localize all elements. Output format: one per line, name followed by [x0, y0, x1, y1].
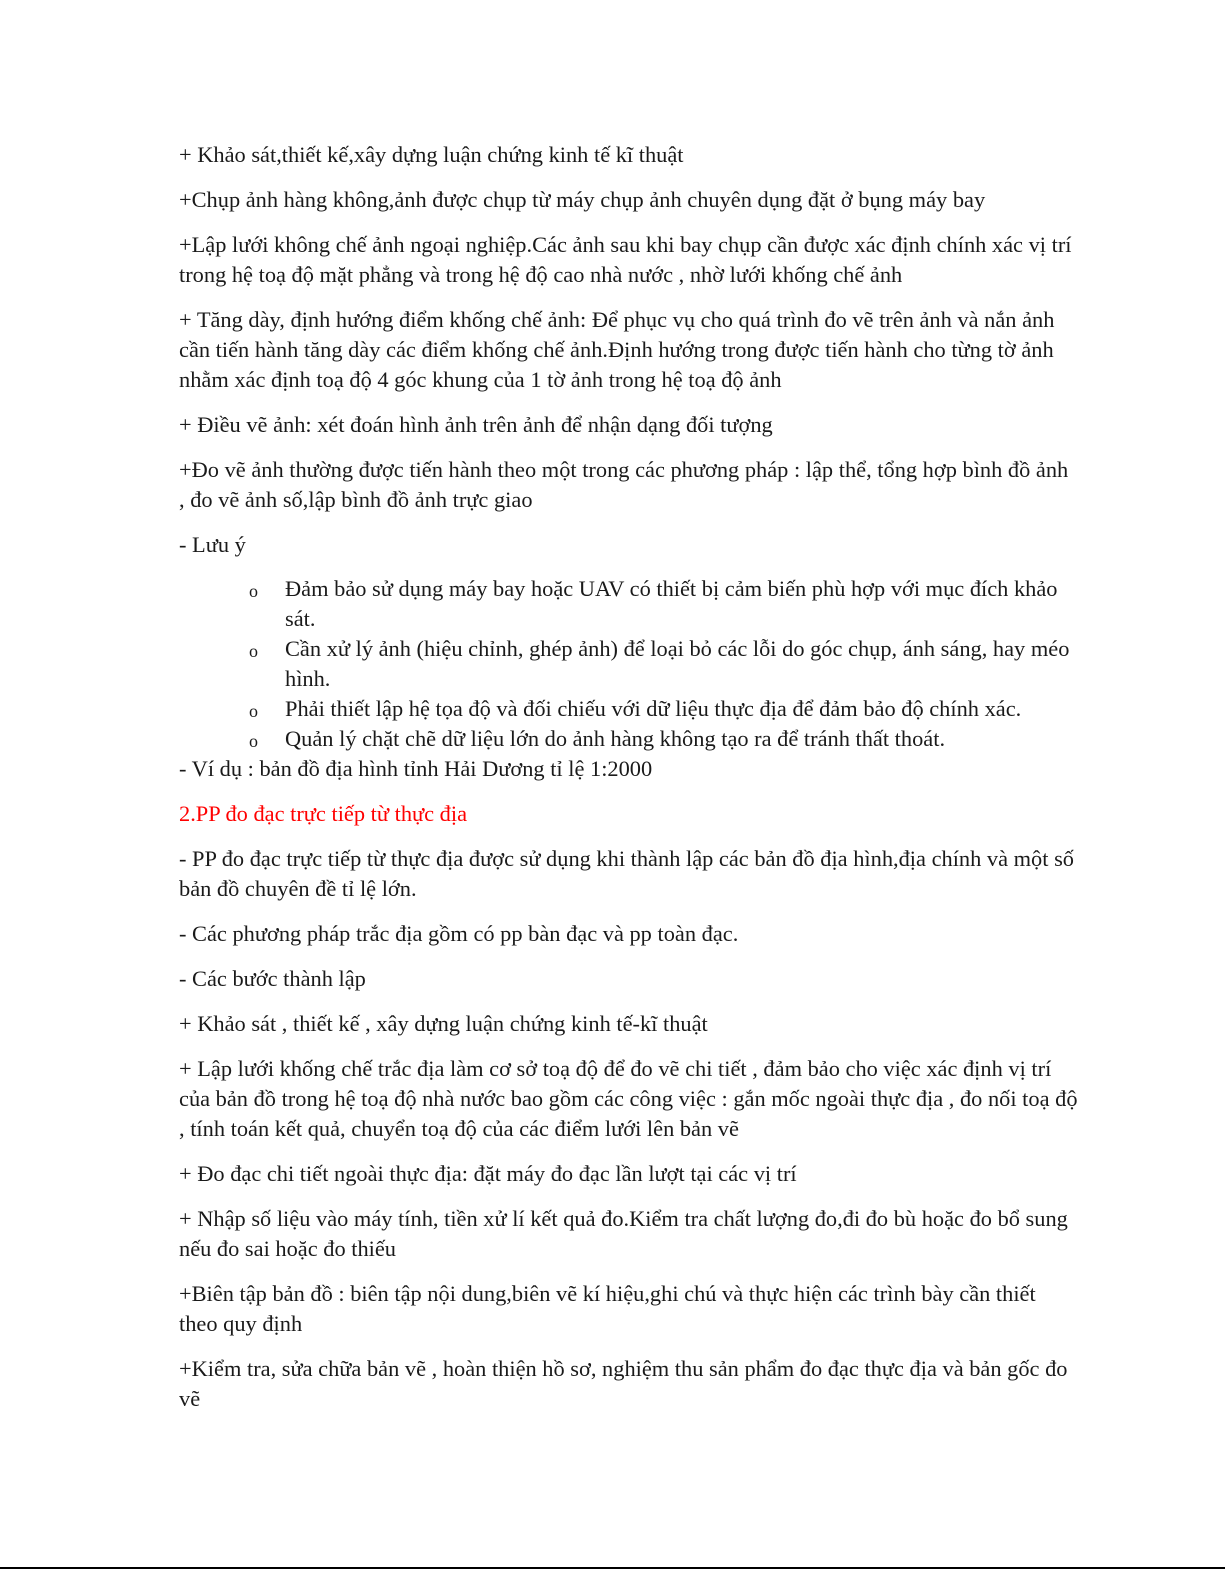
- paragraph-step-geodetic-network: + Lập lưới khống chế trắc địa làm cơ sở toạ độ để đo vẽ chi tiết , đảm bảo cho việc xác định vị trí của bản đồ trong hệ toạ độ nhà nước bao gồm các công việc : gắn mốc ngoài thực địa , đo nối toạ độ , tính toán kết quả, chuyển toạ độ của các điểm lưới lên bản vẽ: [179, 1056, 1078, 1141]
- paragraph-step-survey: + Khảo sát,thiết kế,xây dựng luận chứng kinh tế kĩ thuật: [179, 142, 684, 167]
- bullet-icon: o: [249, 731, 258, 751]
- note-text: Phải thiết lập hệ tọa độ và đối chiếu với dữ liệu thực địa để đảm bảo độ chính xác.: [285, 696, 1022, 721]
- note-text: Đảm bảo sử dụng máy bay hoặc UAV có thiết bị cảm biến phù hợp với mục đích khảo sát.: [285, 576, 1058, 631]
- paragraph-steps-label: - Các bước thành lập: [179, 966, 366, 991]
- paragraph-step-interpretation: + Điều vẽ ảnh: xét đoán hình ảnh trên ảnh để nhận dạng đối tượng: [179, 412, 773, 437]
- note-label: - Lưu ý: [179, 532, 246, 557]
- paragraph-step-aerial-photo: +Chụp ảnh hàng không,ảnh được chụp từ máy chụp ảnh chuyên dụng đặt ở bụng máy bay: [179, 187, 986, 212]
- example-text: - Ví dụ : bản đồ địa hình tỉnh Hải Dương tỉ lệ 1:2000: [179, 756, 653, 781]
- paragraph-step-control-network: +Lập lưới không chế ảnh ngoại nghiệp.Các ảnh sau khi bay chụp cần được xác định chính xác vị trí trong hệ toạ độ mặt phẳng và trong hệ độ cao nhà nước , nhờ lưới khống chế ảnh: [179, 232, 1072, 287]
- note-text: Quản lý chặt chẽ dữ liệu lớn do ảnh hàng không tạo ra để tránh thất thoát.: [285, 726, 946, 751]
- document-body: [179, 140, 1079, 1429]
- paragraph-step-densification: + Tăng dày, định hướng điểm khống chế ảnh: Để phục vụ cho quá trình đo vẽ trên ảnh và nắn ảnh cần tiến hành tăng dày các điểm khống chế ảnh.Định hướng trong được tiến hành cho từng tờ ảnh nhằm xác định toạ độ 4 góc khung của 1 tờ ảnh trong hệ toạ độ ảnh: [179, 307, 1055, 392]
- bullet-icon: o: [249, 641, 258, 661]
- paragraph-usage: - PP đo đạc trực tiếp từ thực địa được sử dụng khi thành lập các bản đồ địa hình,địa chính và một số bản đồ chuyên đề tỉ lệ lớn.: [179, 846, 1074, 901]
- paragraph-step-field-measure: + Đo đạc chi tiết ngoài thực địa: đặt máy đo đạc lần lượt tại các vị trí: [179, 1161, 797, 1186]
- bullet-icon: o: [249, 701, 258, 721]
- paragraph-step-survey-2: + Khảo sát , thiết kế , xây dựng luận chứng kinh tế-kĩ thuật: [179, 1011, 708, 1036]
- bullet-icon: o: [249, 581, 258, 601]
- paragraph-methods: - Các phương pháp trắc địa gồm có pp bàn đạc và pp toàn đạc.: [179, 921, 739, 946]
- list-item: [249, 694, 1079, 724]
- list-item: [249, 634, 1079, 694]
- section-heading: 2.PP đo đạc trực tiếp từ thực địa: [179, 801, 468, 826]
- page-bottom-divider: [0, 1567, 1225, 1569]
- note-text: Cần xử lý ảnh (hiệu chỉnh, ghép ảnh) để loại bỏ các lỗi do góc chụp, ánh sáng, hay méo hình.: [285, 636, 1070, 691]
- list-item: [249, 574, 1079, 634]
- paragraph-step-inspection: +Kiểm tra, sửa chữa bản vẽ , hoàn thiện hồ sơ, nghiệm thu sản phẩm đo đạc thực địa và bản gốc đo vẽ: [179, 1356, 1068, 1411]
- paragraph-step-data-entry: + Nhập số liệu vào máy tính, tiền xử lí kết quả đo.Kiểm tra chất lượng đo,đi đo bù hoặc đo bổ sung nếu đo sai hoặc đo thiếu: [179, 1206, 1068, 1261]
- paragraph-step-editing: +Biên tập bản đồ : biên tập nội dung,biên vẽ kí hiệu,ghi chú và thực hiện các trình bày cần thiết theo quy định: [179, 1281, 1036, 1336]
- notes-list: [179, 574, 1079, 754]
- paragraph-step-photo-mapping: +Đo vẽ ảnh thường được tiến hành theo một trong các phương pháp : lập thể, tổng hợp bình đồ ảnh , đo vẽ ảnh số,lập bình đồ ảnh trực giao: [179, 457, 1069, 512]
- list-item: [249, 724, 1079, 754]
